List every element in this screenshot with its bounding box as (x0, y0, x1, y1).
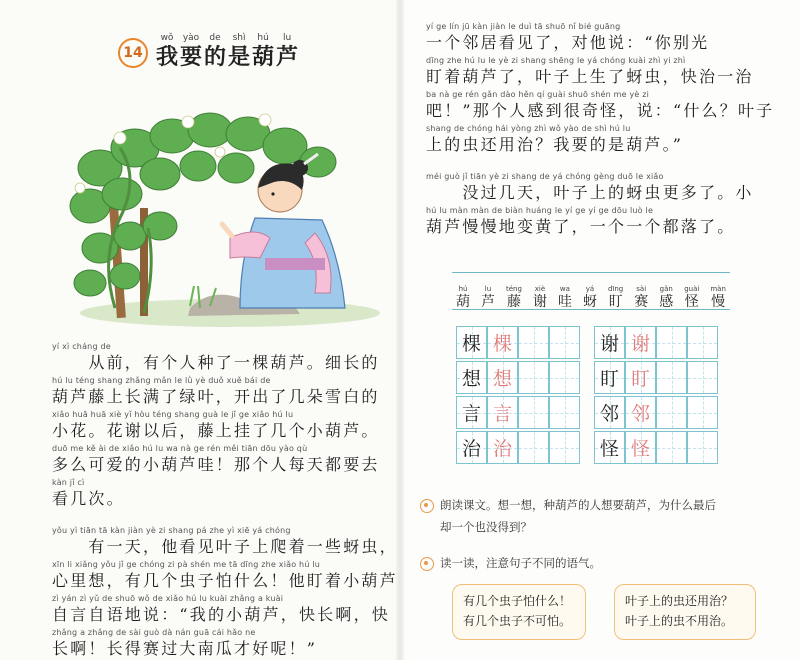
sentence-bubble-right (614, 584, 756, 640)
empty-cell (687, 361, 718, 394)
new-characters-strip (452, 272, 730, 310)
text-line (426, 90, 774, 124)
model-cell (456, 431, 487, 464)
pinyin-line: dīng zhe hú lu le yè zi shang shēng le yá chóng kuài zhì yi zhì (426, 56, 686, 65)
pinyin-line: duō me kě ài de xiǎo hú lu wa nà ge rén měi tiān dōu yào qù (52, 444, 308, 453)
empty-cell (549, 396, 580, 429)
empty-cell (549, 431, 580, 464)
hanzi-line: 没过几天，叶子上的蚜虫更多了。小 (426, 183, 754, 202)
pinyin-line: hú lu téng shang zhǎng mǎn le lǜ yè duǒ xuě bái de (52, 376, 271, 385)
trace-cell-char: 想 (492, 368, 512, 390)
pinyin: yào (182, 33, 200, 43)
hanzi-line: 看几次。 (52, 489, 125, 508)
hanzi: 芦 (481, 294, 495, 310)
model-cell (594, 326, 625, 359)
gourd-vine-illustration (60, 108, 380, 330)
text-line (52, 594, 398, 628)
model-cell-char: 谢 (599, 333, 619, 355)
ruby-character (710, 286, 726, 309)
ruby-character (506, 286, 522, 309)
exercise-bullet-icon (420, 499, 434, 513)
trace-cell (625, 431, 656, 464)
pinyin: sài (636, 285, 647, 293)
pinyin-line: yí xì cháng de (52, 342, 111, 351)
empty-cell (549, 326, 580, 359)
model-cell-char: 想 (461, 368, 481, 390)
pinyin: wǒ (160, 33, 174, 43)
ruby-character (228, 34, 250, 68)
text-line (52, 410, 398, 444)
trace-cell-char: 治 (492, 438, 512, 460)
pinyin: hú (257, 33, 269, 43)
trace-cell-char: 邻 (630, 403, 650, 425)
character-writing-grid (456, 326, 720, 464)
hanzi: 藤 (506, 294, 521, 310)
grid-row (456, 431, 720, 465)
right-story-text (426, 22, 774, 240)
empty-cell (656, 396, 687, 429)
ruby-character (583, 286, 597, 309)
model-cell-char: 盯 (599, 368, 619, 390)
pinyin: téng (506, 285, 522, 293)
bubble-right-sentence-2: 叶子上的虫不用治。 (625, 614, 734, 628)
hanzi: 哇 (557, 294, 572, 310)
ruby-character (276, 34, 298, 68)
exercise-2-text: 读一读，注意句子不同的语气。 (440, 556, 601, 570)
trace-cell (487, 431, 518, 464)
trace-cell (487, 361, 518, 394)
pinyin-line: zhǎng a zhǎng de sài guò dà nán guā cái hǎo ne (52, 628, 256, 637)
ruby-character (634, 286, 648, 309)
model-cell-char: 棵 (461, 333, 481, 355)
trace-cell (487, 326, 518, 359)
lesson-title (118, 28, 298, 68)
hanzi-line: 心里想，有几个虫子怕什么！他盯着小葫芦 (52, 571, 398, 590)
text-line (52, 444, 398, 478)
pinyin: guài (684, 285, 700, 293)
trace-cell-char: 棵 (492, 333, 512, 355)
bubble-left-sentence-2: 有几个虫子不可怕。 (463, 614, 572, 628)
empty-cell (687, 326, 718, 359)
text-line (52, 342, 398, 376)
pinyin-line: shang de chóng hái yòng zhì wǒ yào de shì hú lu (426, 124, 631, 133)
ruby-character (558, 286, 572, 309)
hanzi-line: 葫芦慢慢地变黄了，一个一个都落了。 (426, 217, 736, 236)
pinyin-line: zì yán zì yǔ de shuō wǒ de xiǎo hú lu kuài zhǎng a kuài (52, 594, 284, 603)
grid-gap (580, 326, 594, 360)
hanzi-line: 上的虫还用治？我要的是葫芦。” (426, 135, 684, 154)
hanzi: 葫 (252, 44, 275, 70)
hanzi: 慢 (711, 294, 726, 310)
text-line (426, 56, 774, 90)
sentence-bubble-left (452, 584, 586, 640)
exercise-1 (420, 494, 716, 538)
model-cell (594, 396, 625, 429)
lesson-number-badge: 14 (118, 38, 148, 68)
pinyin-line: ba nà ge rén gǎn dào hěn qí guài shuō shén me yè zi (426, 90, 650, 99)
empty-cell (656, 431, 687, 464)
hanzi-line: 盯着葫芦了，叶子上生了蚜虫，快治一治 (426, 67, 754, 86)
ruby-character (659, 286, 673, 309)
pinyin: màn (710, 285, 726, 293)
hanzi: 的 (204, 44, 227, 70)
model-cell (456, 361, 487, 394)
left-story-text (52, 342, 398, 662)
model-cell-char: 邻 (599, 403, 619, 425)
grid-row (456, 361, 720, 395)
trace-cell-char: 谢 (630, 333, 650, 355)
pinyin: wa (559, 285, 570, 293)
pinyin-line: yí ge lín jū kàn jiàn le duì tā shuō nǐ bié guāng (426, 22, 621, 31)
exercise-1-line-2: 却一个也没得到？ (440, 520, 532, 534)
model-cell (456, 326, 487, 359)
ruby-character (156, 34, 178, 68)
pinyin: gǎn (659, 285, 673, 293)
pinyin: shì (232, 33, 246, 43)
pinyin: lu (282, 33, 292, 43)
hanzi-line: 葫芦藤上长满了绿叶，开出了几朵雪白的 (52, 387, 380, 406)
pinyin: dīng (607, 285, 624, 293)
empty-cell (656, 326, 687, 359)
pinyin: yá (585, 285, 595, 293)
empty-cell (518, 431, 549, 464)
pinyin-line: hú lu màn màn de biàn huáng le yí ge yí ge dōu luò le (426, 206, 654, 215)
hanzi: 是 (228, 44, 251, 70)
hanzi: 赛 (634, 294, 649, 310)
exercise-2 (420, 552, 601, 574)
model-cell-char: 怪 (599, 438, 619, 460)
trace-cell (625, 361, 656, 394)
hanzi: 芦 (276, 44, 299, 70)
trace-cell-char: 怪 (630, 438, 650, 460)
empty-cell (518, 326, 549, 359)
bubble-right-sentence-1: 叶子上的虫还用治？ (625, 594, 734, 608)
hanzi-line: 多么可爱的小葫芦哇！那个人每天都要去 (52, 455, 380, 474)
hanzi: 谢 (532, 294, 547, 310)
text-line (52, 560, 398, 594)
trace-cell (487, 396, 518, 429)
empty-cell (518, 396, 549, 429)
empty-cell (687, 431, 718, 464)
hanzi-line: 从前，有个人种了一棵葫芦。细长的 (52, 353, 380, 372)
hanzi-line: 吧！”那个人感到很奇怪，说：“什么？叶子 (426, 101, 775, 120)
hanzi-line: 自言自语地说：“我的小葫芦，快长啊，快 (52, 605, 390, 624)
grid-row (456, 396, 720, 430)
ruby-character (684, 286, 699, 309)
pinyin: hú (458, 285, 468, 293)
trace-cell-char: 盯 (630, 368, 650, 390)
ruby-character (252, 34, 274, 68)
model-cell-char: 言 (461, 403, 481, 425)
grid-row (456, 326, 720, 360)
text-line (426, 22, 774, 56)
ruby-character (180, 34, 202, 68)
text-line (52, 628, 398, 662)
exercise-1-line-1: 朗读课文。想一想，种葫芦的人想要葫芦，为什么最后 (440, 498, 716, 512)
text-line (52, 376, 398, 410)
text-line (52, 526, 398, 560)
hanzi: 我 (156, 44, 179, 70)
model-cell-char: 治 (461, 438, 481, 460)
empty-cell (656, 361, 687, 394)
empty-cell (549, 361, 580, 394)
exercise-bullet-icon (420, 557, 434, 571)
hanzi: 葫 (456, 294, 470, 310)
ruby-character (481, 286, 495, 309)
ruby-character (533, 286, 547, 309)
pinyin: de (209, 33, 221, 43)
hanzi-line: 有一天，他看见叶子上爬着一些蚜虫， (52, 537, 398, 556)
pinyin: lu (484, 285, 492, 293)
pinyin: xiè (534, 285, 546, 293)
grid-gap (580, 396, 594, 430)
hanzi: 感 (659, 294, 674, 310)
trace-cell (625, 326, 656, 359)
trace-cell-char: 言 (492, 403, 512, 425)
text-line (426, 172, 774, 206)
ruby-character (456, 286, 470, 309)
ruby-character (608, 286, 623, 309)
hanzi: 怪 (684, 294, 699, 310)
pinyin-line: kàn jǐ cì (52, 478, 85, 487)
model-cell (594, 431, 625, 464)
hanzi-line: 长啊！长得赛过大南瓜才好呢！” (52, 639, 318, 658)
pinyin-line: xiǎo huā huā xiè yǐ hòu téng shang guà le jǐ ge xiǎo hú lu (52, 410, 294, 419)
lesson-title-text (156, 34, 298, 68)
pinyin-line: méi guò jǐ tiān yè zi shang de yá chóng gèng duō le xiǎo (426, 172, 664, 181)
empty-cell (687, 396, 718, 429)
pinyin-line: xīn li xiǎng yǒu jǐ ge chóng zi pà shén me tā dīng zhe xiǎo hú lu (52, 560, 321, 569)
text-line (426, 124, 774, 158)
model-cell (594, 361, 625, 394)
grid-gap (580, 361, 594, 395)
bubble-left-sentence-1: 有几个虫子怕什么！ (463, 594, 572, 608)
model-cell (456, 396, 487, 429)
pinyin-line: yǒu yì tiān tā kàn jiàn yè zi shang pá zhe yì xiē yá chóng (52, 526, 291, 535)
hanzi-line: 小花。花谢以后，藤上挂了几个小葫芦。 (52, 421, 380, 440)
grid-gap (580, 431, 594, 465)
hanzi: 蚜 (582, 294, 597, 310)
empty-cell (518, 361, 549, 394)
text-line (426, 206, 774, 240)
text-line (52, 478, 398, 512)
hanzi: 盯 (608, 294, 623, 310)
trace-cell (625, 396, 656, 429)
hanzi-line: 一个邻居看见了，对他说：“你别光 (426, 33, 710, 52)
hanzi: 要 (180, 44, 203, 70)
ruby-character (204, 34, 226, 68)
